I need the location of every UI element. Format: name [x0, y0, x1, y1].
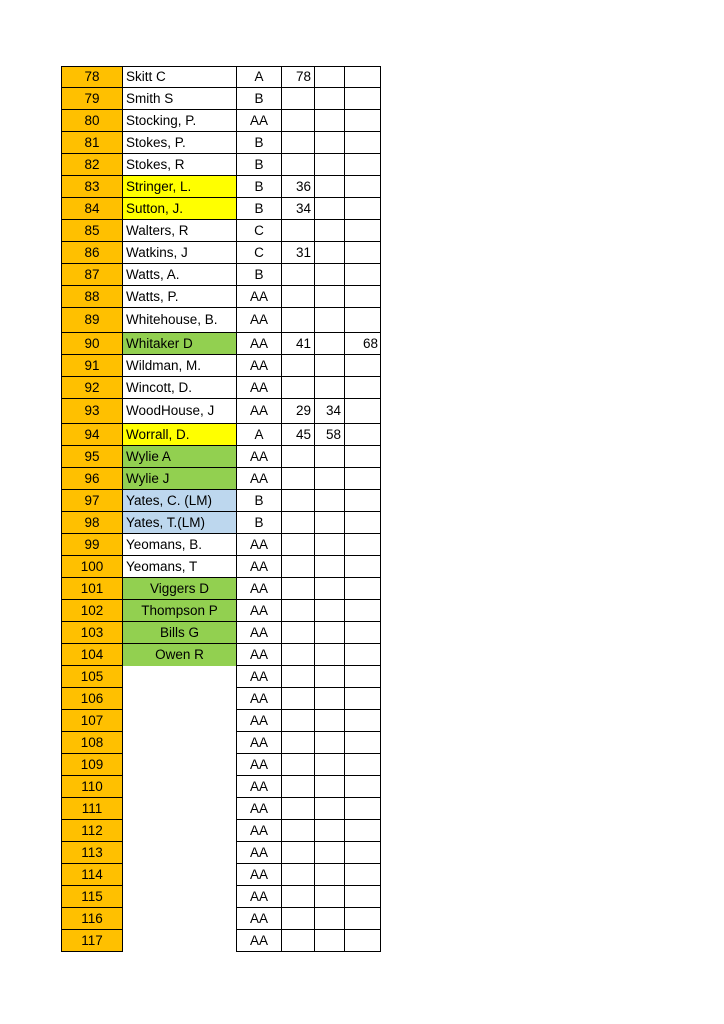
- score-cell-1[interactable]: [282, 710, 315, 732]
- table-row: [61, 468, 381, 490]
- score-cell-1[interactable]: [282, 512, 315, 534]
- name-cell[interactable]: Sutton, J.: [123, 198, 237, 220]
- score-cell-2[interactable]: [315, 688, 345, 710]
- grade-cell[interactable]: B: [237, 88, 282, 110]
- score-cell-2[interactable]: [315, 578, 345, 600]
- score-cell-3[interactable]: [345, 820, 381, 842]
- name-cell[interactable]: Owen R: [123, 644, 237, 666]
- row-number-cell[interactable]: 102: [61, 600, 123, 622]
- table-row: [61, 399, 381, 424]
- name-cell[interactable]: Wildman, M.: [123, 355, 237, 377]
- table-row: [61, 446, 381, 468]
- score-cell-3[interactable]: [345, 600, 381, 622]
- name-cell[interactable]: Watts, A.: [123, 264, 237, 286]
- row-number-cell[interactable]: 78: [61, 66, 123, 88]
- score-cell-2[interactable]: [315, 556, 345, 578]
- name-cell[interactable]: Watts, P.: [123, 286, 237, 308]
- grade-cell[interactable]: AA: [237, 110, 282, 132]
- table-row: [61, 776, 381, 798]
- table-row: [61, 666, 381, 688]
- score-cell-1[interactable]: [282, 220, 315, 242]
- score-cell-3[interactable]: [345, 908, 381, 930]
- table-row: [61, 110, 381, 132]
- score-cell-3[interactable]: [345, 308, 381, 333]
- grade-cell[interactable]: B: [237, 264, 282, 286]
- score-cell-1[interactable]: 29: [282, 399, 315, 424]
- score-cell-1[interactable]: 34: [282, 198, 315, 220]
- table-row: [61, 66, 381, 88]
- name-cell[interactable]: Whitehouse, B.: [123, 308, 237, 333]
- score-cell-2[interactable]: 34: [315, 399, 345, 424]
- grade-cell[interactable]: AA: [237, 666, 282, 688]
- row-number-cell[interactable]: 82: [61, 154, 123, 176]
- row-number-cell[interactable]: 111: [61, 798, 123, 820]
- name-cell[interactable]: [123, 710, 237, 732]
- name-cell[interactable]: [123, 930, 237, 952]
- table-row: [61, 578, 381, 600]
- score-cell-1[interactable]: 45: [282, 424, 315, 446]
- score-cell-2[interactable]: [315, 644, 345, 666]
- score-cell-2[interactable]: [315, 176, 345, 198]
- score-cell-3[interactable]: [345, 688, 381, 710]
- grade-cell[interactable]: AA: [237, 286, 282, 308]
- table-row: [61, 242, 381, 264]
- row-number-cell[interactable]: 100: [61, 556, 123, 578]
- row-number-cell[interactable]: 86: [61, 242, 123, 264]
- grade-cell[interactable]: C: [237, 220, 282, 242]
- table-row: [61, 490, 381, 512]
- grade-cell[interactable]: B: [237, 490, 282, 512]
- name-cell[interactable]: Whitaker D: [123, 333, 237, 355]
- table-row: [61, 308, 381, 333]
- row-number-cell[interactable]: 105: [61, 666, 123, 688]
- row-number-cell[interactable]: 96: [61, 468, 123, 490]
- grade-cell[interactable]: B: [237, 154, 282, 176]
- table-row: [61, 622, 381, 644]
- row-number-cell[interactable]: 113: [61, 842, 123, 864]
- grade-cell[interactable]: AA: [237, 399, 282, 424]
- score-cell-1[interactable]: [282, 534, 315, 556]
- score-cell-3[interactable]: [345, 556, 381, 578]
- score-cell-3[interactable]: [345, 446, 381, 468]
- score-cell-3[interactable]: [345, 286, 381, 308]
- grade-cell[interactable]: B: [237, 512, 282, 534]
- grade-cell[interactable]: B: [237, 176, 282, 198]
- score-cell-2[interactable]: [315, 908, 345, 930]
- score-cell-2[interactable]: [315, 842, 345, 864]
- score-cell-2[interactable]: [315, 110, 345, 132]
- name-cell[interactable]: [123, 820, 237, 842]
- name-cell[interactable]: [123, 776, 237, 798]
- row-number-cell[interactable]: 81: [61, 132, 123, 154]
- table-row: [61, 424, 381, 446]
- score-cell-2[interactable]: [315, 446, 345, 468]
- grade-cell[interactable]: AA: [237, 930, 282, 952]
- score-cell-1[interactable]: [282, 600, 315, 622]
- score-cell-2[interactable]: [315, 732, 345, 754]
- table-row: [61, 534, 381, 556]
- row-number-cell[interactable]: 116: [61, 908, 123, 930]
- table-row: [61, 333, 381, 355]
- score-cell-1[interactable]: [282, 578, 315, 600]
- score-cell-1[interactable]: [282, 132, 315, 154]
- score-cell-3[interactable]: [345, 732, 381, 754]
- score-cell-3[interactable]: [345, 355, 381, 377]
- grade-cell[interactable]: AA: [237, 308, 282, 333]
- row-number-cell[interactable]: 93: [61, 399, 123, 424]
- table-row: [61, 355, 381, 377]
- score-cell-1[interactable]: [282, 490, 315, 512]
- name-cell[interactable]: Watkins, J: [123, 242, 237, 264]
- score-cell-1[interactable]: [282, 842, 315, 864]
- row-number-cell[interactable]: 110: [61, 776, 123, 798]
- grade-cell[interactable]: AA: [237, 842, 282, 864]
- score-cell-1[interactable]: [282, 154, 315, 176]
- table-row: [61, 644, 381, 666]
- score-cell-2[interactable]: [315, 886, 345, 908]
- name-cell[interactable]: [123, 908, 237, 930]
- grade-cell[interactable]: AA: [237, 864, 282, 886]
- name-cell[interactable]: [123, 754, 237, 776]
- row-number-cell[interactable]: 79: [61, 88, 123, 110]
- grade-cell[interactable]: AA: [237, 688, 282, 710]
- grade-cell[interactable]: AA: [237, 732, 282, 754]
- row-number-cell[interactable]: 91: [61, 355, 123, 377]
- grade-cell[interactable]: AA: [237, 333, 282, 355]
- score-cell-3[interactable]: [345, 776, 381, 798]
- grade-cell[interactable]: AA: [237, 578, 282, 600]
- table-row: [61, 512, 381, 534]
- score-cell-2[interactable]: [315, 512, 345, 534]
- name-cell[interactable]: Wincott, D.: [123, 377, 237, 399]
- grade-cell[interactable]: AA: [237, 710, 282, 732]
- row-number-cell[interactable]: 103: [61, 622, 123, 644]
- name-cell[interactable]: Bills G: [123, 622, 237, 644]
- table-row: [61, 176, 381, 198]
- name-cell[interactable]: Wylie A: [123, 446, 237, 468]
- row-number-cell[interactable]: 80: [61, 110, 123, 132]
- score-cell-1[interactable]: 36: [282, 176, 315, 198]
- score-cell-3[interactable]: [345, 264, 381, 286]
- score-cell-1[interactable]: [282, 446, 315, 468]
- table-row: [61, 220, 381, 242]
- score-cell-3[interactable]: [345, 622, 381, 644]
- row-number-cell[interactable]: 112: [61, 820, 123, 842]
- row-number-cell[interactable]: 94: [61, 424, 123, 446]
- table-row: [61, 377, 381, 399]
- name-cell[interactable]: [123, 798, 237, 820]
- grade-cell[interactable]: AA: [237, 534, 282, 556]
- table-row: [61, 842, 381, 864]
- score-cell-2[interactable]: [315, 88, 345, 110]
- row-number-cell[interactable]: 106: [61, 688, 123, 710]
- score-cell-3[interactable]: [345, 110, 381, 132]
- score-cell-1[interactable]: [282, 264, 315, 286]
- name-cell[interactable]: Yeomans, T: [123, 556, 237, 578]
- name-cell[interactable]: Yates, T.(LM): [123, 512, 237, 534]
- row-number-cell[interactable]: 107: [61, 710, 123, 732]
- score-cell-3[interactable]: [345, 66, 381, 88]
- name-cell[interactable]: [123, 886, 237, 908]
- score-cell-3[interactable]: [345, 220, 381, 242]
- score-cell-3[interactable]: [345, 710, 381, 732]
- score-cell-1[interactable]: [282, 377, 315, 399]
- table-row: [61, 688, 381, 710]
- score-cell-1[interactable]: [282, 88, 315, 110]
- table-row: [61, 864, 381, 886]
- name-cell[interactable]: Walters, R: [123, 220, 237, 242]
- score-cell-1[interactable]: [282, 820, 315, 842]
- table-row: [61, 264, 381, 286]
- row-number-cell[interactable]: 87: [61, 264, 123, 286]
- score-cell-1[interactable]: [282, 908, 315, 930]
- score-cell-1[interactable]: [282, 110, 315, 132]
- spreadsheet-table: [61, 66, 381, 952]
- grade-cell[interactable]: AA: [237, 776, 282, 798]
- grade-cell[interactable]: AA: [237, 377, 282, 399]
- score-cell-2[interactable]: [315, 66, 345, 88]
- score-cell-2[interactable]: [315, 264, 345, 286]
- row-number-cell[interactable]: 109: [61, 754, 123, 776]
- grade-cell[interactable]: AA: [237, 820, 282, 842]
- name-cell[interactable]: [123, 732, 237, 754]
- score-cell-2[interactable]: [315, 622, 345, 644]
- score-cell-1[interactable]: [282, 886, 315, 908]
- table-row: [61, 732, 381, 754]
- name-cell[interactable]: [123, 842, 237, 864]
- score-cell-1[interactable]: [282, 798, 315, 820]
- name-cell[interactable]: Yeomans, B.: [123, 534, 237, 556]
- table-row: [61, 198, 381, 220]
- table-row: [61, 930, 381, 952]
- name-cell[interactable]: WoodHouse, J: [123, 399, 237, 424]
- score-cell-3[interactable]: [345, 512, 381, 534]
- name-cell[interactable]: Viggers D: [123, 578, 237, 600]
- table-row: [61, 754, 381, 776]
- name-cell[interactable]: Stringer, L.: [123, 176, 237, 198]
- score-cell-2[interactable]: [315, 710, 345, 732]
- table-row: [61, 154, 381, 176]
- score-cell-1[interactable]: 31: [282, 242, 315, 264]
- score-cell-3[interactable]: [345, 88, 381, 110]
- row-number-cell[interactable]: 90: [61, 333, 123, 355]
- row-number-cell[interactable]: 92: [61, 377, 123, 399]
- score-cell-3[interactable]: [345, 132, 381, 154]
- score-cell-2[interactable]: [315, 242, 345, 264]
- score-cell-3[interactable]: [345, 377, 381, 399]
- score-cell-1[interactable]: [282, 776, 315, 798]
- name-cell[interactable]: [123, 666, 237, 688]
- grade-cell[interactable]: AA: [237, 644, 282, 666]
- grade-cell[interactable]: AA: [237, 798, 282, 820]
- grade-cell[interactable]: AA: [237, 468, 282, 490]
- name-cell[interactable]: [123, 864, 237, 886]
- score-cell-2[interactable]: [315, 776, 345, 798]
- score-cell-3[interactable]: [345, 644, 381, 666]
- row-number-cell[interactable]: 117: [61, 930, 123, 952]
- name-cell[interactable]: [123, 688, 237, 710]
- score-cell-2[interactable]: [315, 534, 345, 556]
- table-row: [61, 820, 381, 842]
- score-cell-1[interactable]: [282, 688, 315, 710]
- score-cell-2[interactable]: [315, 820, 345, 842]
- score-cell-2[interactable]: [315, 754, 345, 776]
- grade-cell[interactable]: AA: [237, 355, 282, 377]
- score-cell-2[interactable]: [315, 198, 345, 220]
- score-cell-3[interactable]: [345, 754, 381, 776]
- row-number-cell[interactable]: 114: [61, 864, 123, 886]
- score-cell-1[interactable]: [282, 622, 315, 644]
- score-cell-1[interactable]: [282, 930, 315, 952]
- score-cell-1[interactable]: [282, 732, 315, 754]
- grade-cell[interactable]: A: [237, 424, 282, 446]
- name-cell[interactable]: Skitt C: [123, 66, 237, 88]
- name-cell[interactable]: Yates, C. (LM): [123, 490, 237, 512]
- table-row: [61, 600, 381, 622]
- score-cell-3[interactable]: [345, 534, 381, 556]
- table-row: [61, 908, 381, 930]
- score-cell-3[interactable]: [345, 864, 381, 886]
- score-cell-2[interactable]: [315, 333, 345, 355]
- score-cell-1[interactable]: [282, 754, 315, 776]
- name-cell[interactable]: Stokes, P.: [123, 132, 237, 154]
- score-cell-3[interactable]: [345, 198, 381, 220]
- grade-cell[interactable]: AA: [237, 622, 282, 644]
- score-cell-2[interactable]: [315, 308, 345, 333]
- score-cell-2[interactable]: [315, 490, 345, 512]
- row-number-cell[interactable]: 108: [61, 732, 123, 754]
- score-cell-2[interactable]: [315, 286, 345, 308]
- score-cell-3[interactable]: [345, 666, 381, 688]
- table-row: [61, 798, 381, 820]
- score-cell-1[interactable]: [282, 286, 315, 308]
- name-cell[interactable]: Stocking, P.: [123, 110, 237, 132]
- score-cell-3[interactable]: 68: [345, 333, 381, 355]
- score-cell-2[interactable]: [315, 798, 345, 820]
- grade-cell[interactable]: AA: [237, 600, 282, 622]
- grade-cell[interactable]: AA: [237, 446, 282, 468]
- grade-cell[interactable]: B: [237, 132, 282, 154]
- score-cell-2[interactable]: [315, 132, 345, 154]
- score-cell-3[interactable]: [345, 490, 381, 512]
- grade-cell[interactable]: AA: [237, 908, 282, 930]
- score-cell-1[interactable]: [282, 308, 315, 333]
- score-cell-3[interactable]: [345, 424, 381, 446]
- name-cell[interactable]: Stokes, R: [123, 154, 237, 176]
- score-cell-1[interactable]: [282, 644, 315, 666]
- row-number-cell[interactable]: 104: [61, 644, 123, 666]
- score-cell-3[interactable]: [345, 798, 381, 820]
- score-cell-1[interactable]: [282, 864, 315, 886]
- row-number-cell[interactable]: 115: [61, 886, 123, 908]
- score-cell-3[interactable]: [345, 886, 381, 908]
- row-number-cell[interactable]: 83: [61, 176, 123, 198]
- row-number-cell[interactable]: 97: [61, 490, 123, 512]
- score-cell-1[interactable]: [282, 556, 315, 578]
- table-row: [61, 132, 381, 154]
- name-cell[interactable]: Thompson P: [123, 600, 237, 622]
- row-number-cell[interactable]: 95: [61, 446, 123, 468]
- grade-cell[interactable]: B: [237, 198, 282, 220]
- row-number-cell[interactable]: 89: [61, 308, 123, 333]
- score-cell-3[interactable]: [345, 468, 381, 490]
- score-cell-3[interactable]: [345, 154, 381, 176]
- score-cell-3[interactable]: [345, 399, 381, 424]
- score-cell-3[interactable]: [345, 578, 381, 600]
- row-number-cell[interactable]: 88: [61, 286, 123, 308]
- table-row: [61, 88, 381, 110]
- score-cell-1[interactable]: 78: [282, 66, 315, 88]
- name-cell[interactable]: Smith S: [123, 88, 237, 110]
- score-cell-2[interactable]: [315, 666, 345, 688]
- score-cell-2[interactable]: [315, 930, 345, 952]
- score-cell-2[interactable]: [315, 220, 345, 242]
- score-cell-2[interactable]: [315, 468, 345, 490]
- score-cell-3[interactable]: [345, 930, 381, 952]
- grade-cell[interactable]: C: [237, 242, 282, 264]
- grade-cell[interactable]: AA: [237, 556, 282, 578]
- table-row: [61, 710, 381, 732]
- score-cell-2[interactable]: [315, 355, 345, 377]
- score-cell-1[interactable]: [282, 355, 315, 377]
- score-cell-2[interactable]: [315, 864, 345, 886]
- row-number-cell[interactable]: 84: [61, 198, 123, 220]
- name-cell[interactable]: Worrall, D.: [123, 424, 237, 446]
- grade-cell[interactable]: AA: [237, 886, 282, 908]
- score-cell-3[interactable]: [345, 176, 381, 198]
- row-number-cell[interactable]: 85: [61, 220, 123, 242]
- score-cell-1[interactable]: 41: [282, 333, 315, 355]
- name-cell[interactable]: Wylie J: [123, 468, 237, 490]
- score-cell-2[interactable]: [315, 154, 345, 176]
- score-cell-3[interactable]: [345, 242, 381, 264]
- grade-cell[interactable]: AA: [237, 754, 282, 776]
- row-number-cell[interactable]: 101: [61, 578, 123, 600]
- score-cell-2[interactable]: [315, 377, 345, 399]
- score-cell-1[interactable]: [282, 468, 315, 490]
- score-cell-1[interactable]: [282, 666, 315, 688]
- table-row: [61, 286, 381, 308]
- score-cell-2[interactable]: [315, 600, 345, 622]
- table-row: [61, 556, 381, 578]
- grade-cell[interactable]: A: [237, 66, 282, 88]
- score-cell-3[interactable]: [345, 842, 381, 864]
- row-number-cell[interactable]: 99: [61, 534, 123, 556]
- table-row: [61, 886, 381, 908]
- row-number-cell[interactable]: 98: [61, 512, 123, 534]
- score-cell-2[interactable]: 58: [315, 424, 345, 446]
